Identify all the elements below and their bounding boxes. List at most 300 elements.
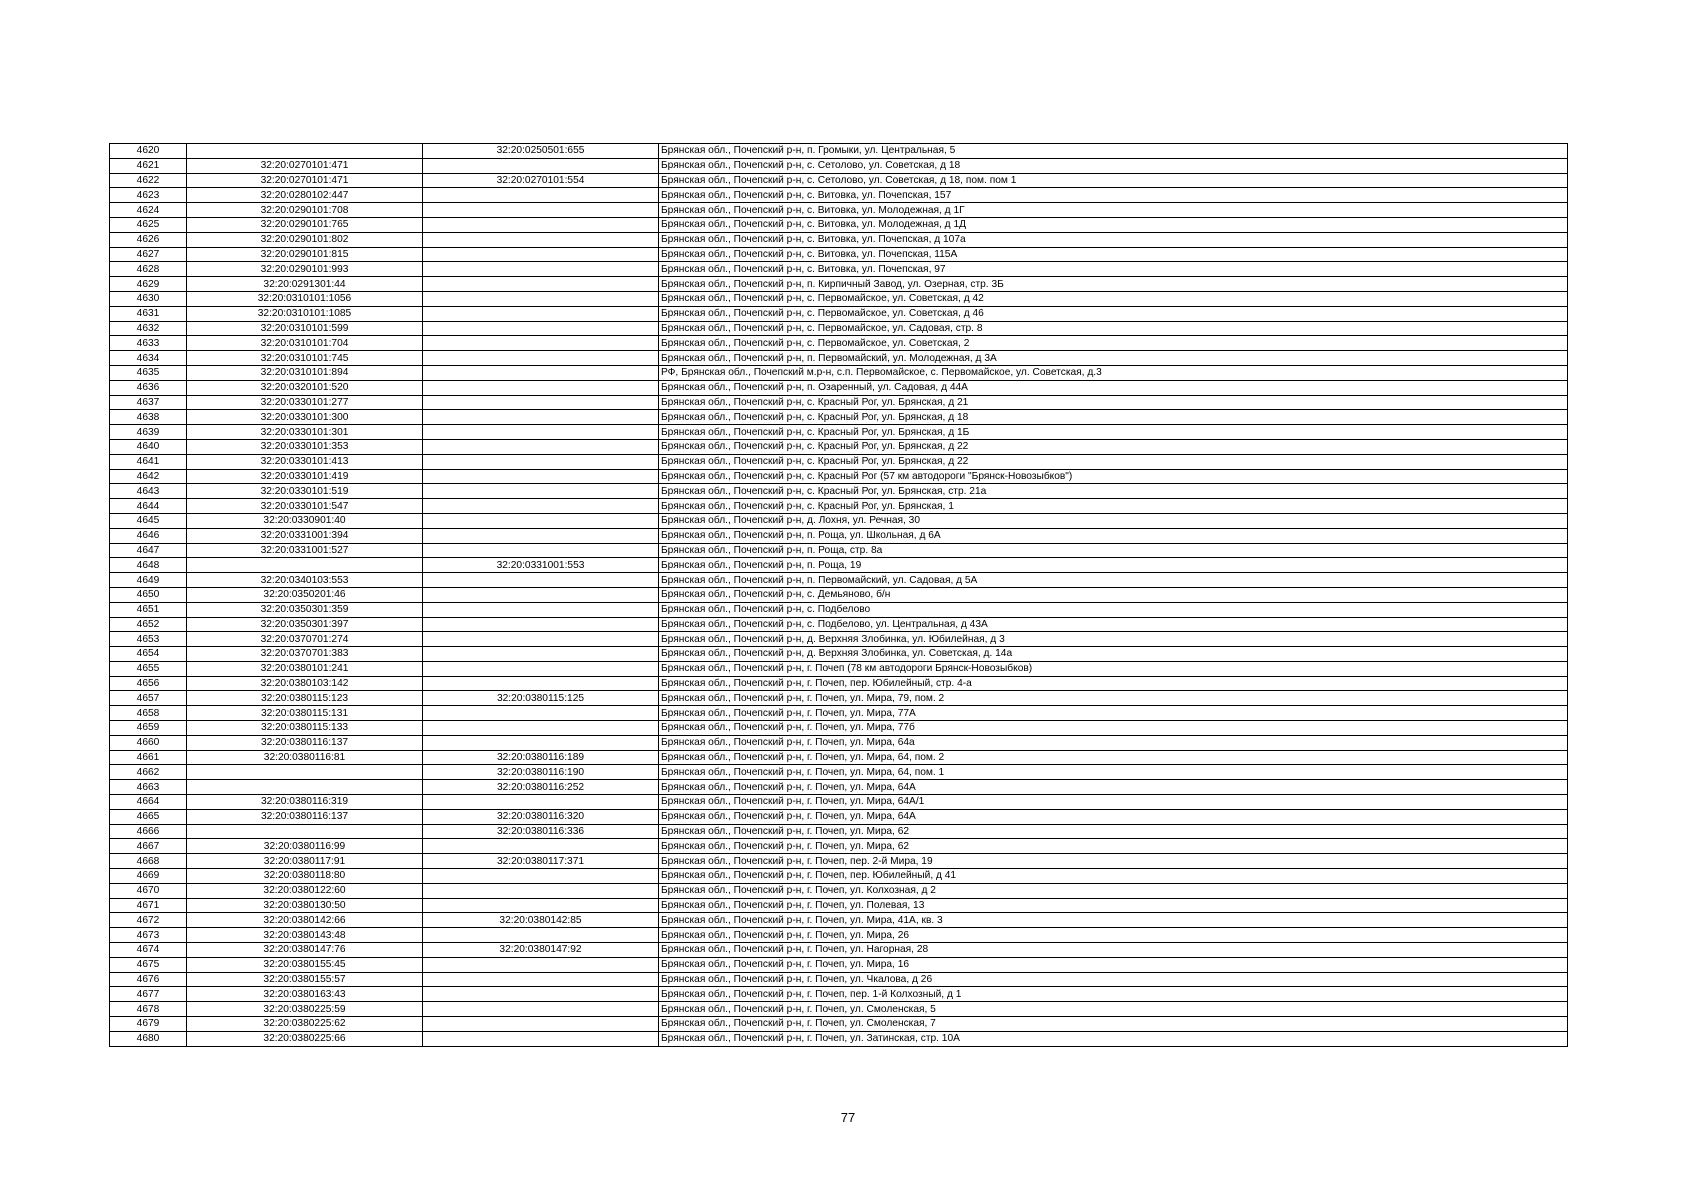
address-cell: Брянская обл., Почепский р-н, г. Почеп, ул. Мира, 64а [659,735,1568,750]
land-cadastral-number-cell: 32:20:0330101:547 [187,499,423,514]
address-cell: Брянская обл., Почепский р-н, г. Почеп, ул. Мира, 79, пом. 2 [659,691,1568,706]
row-number-cell: 4655 [110,661,187,676]
address-cell: Брянская обл., Почепский р-н, с. Красный Рог, ул. Брянская, 1 [659,499,1568,514]
land-cadastral-number-cell: 32:20:0330101:277 [187,395,423,410]
address-cell: Брянская обл., Почепский р-н, г. Почеп, ул. Мира, 77А [659,706,1568,721]
row-number-cell: 4632 [110,321,187,336]
table-row [110,661,1568,676]
row-number-cell: 4620 [110,144,187,159]
object-cadastral-number-cell [423,439,659,454]
address-cell: Брянская обл., Почепский р-н, с. Первомайское, ул. Советская, д 46 [659,306,1568,321]
address-cell: Брянская обл., Почепский р-н, с. Красный Рог, ул. Брянская, д 22 [659,439,1568,454]
land-cadastral-number-cell: 32:20:0380225:62 [187,1017,423,1032]
land-cadastral-number-cell: 32:20:0310101:894 [187,365,423,380]
table-row [110,987,1568,1002]
land-cadastral-number-cell: 32:20:0310101:745 [187,351,423,366]
table-row [110,617,1568,632]
table-row [110,706,1568,721]
land-cadastral-number-cell: 32:20:0320101:520 [187,380,423,395]
row-number-cell: 4649 [110,573,187,588]
address-cell: Брянская обл., Почепский р-н, г. Почеп, ул. Смоленская, 7 [659,1017,1568,1032]
table-row [110,217,1568,232]
address-cell: Брянская обл., Почепский р-н, г. Почеп, ул. Мира, 62 [659,824,1568,839]
row-number-cell: 4625 [110,217,187,232]
address-cell: Брянская обл., Почепский р-н, г. Почеп, ул. Мира, 64, пом. 2 [659,750,1568,765]
land-cadastral-number-cell: 32:20:0380115:131 [187,706,423,721]
land-cadastral-number-cell: 32:20:0270101:471 [187,158,423,173]
row-number-cell: 4626 [110,232,187,247]
address-cell: Брянская обл., Почепский р-н, г. Почеп, ул. Мира, 16 [659,957,1568,972]
land-cadastral-number-cell: 32:20:0380116:319 [187,795,423,810]
address-cell: Брянская обл., Почепский р-н, г. Почеп, ул. Полевая, 13 [659,898,1568,913]
table-row [110,780,1568,795]
table-row [110,395,1568,410]
row-number-cell: 4628 [110,262,187,277]
object-cadastral-number-cell [423,987,659,1002]
address-cell: Брянская обл., Почепский р-н, д. Верхняя Злобинка, ул. Юбилейная, д 3 [659,632,1568,647]
address-cell: Брянская обл., Почепский р-н, г. Почеп, ул. Мира, 62 [659,839,1568,854]
object-cadastral-number-cell [423,469,659,484]
table-row [110,735,1568,750]
object-cadastral-number-cell: 32:20:0380116:336 [423,824,659,839]
table-row [110,869,1568,884]
land-cadastral-number-cell: 32:20:0290101:708 [187,203,423,218]
table-row [110,913,1568,928]
object-cadastral-number-cell [423,676,659,691]
object-cadastral-number-cell [423,957,659,972]
address-cell: Брянская обл., Почепский р-н, г. Почеп, ул. Мира, 64, пом. 1 [659,765,1568,780]
row-number-cell: 4676 [110,972,187,987]
address-cell: Брянская обл., Почепский р-н, с. Демьяново, б/н [659,587,1568,602]
table-row [110,380,1568,395]
table-row [110,262,1568,277]
row-number-cell: 4646 [110,528,187,543]
table-row [110,587,1568,602]
table-row [110,439,1568,454]
address-cell: Брянская обл., Почепский р-н, с. Сетолово, ул. Советская, д 18 [659,158,1568,173]
address-cell: Брянская обл., Почепский р-н, с. Витовка, ул. Молодежная, д 1Г [659,203,1568,218]
object-cadastral-number-cell [423,1002,659,1017]
object-cadastral-number-cell [423,735,659,750]
table-row [110,321,1568,336]
address-cell: Брянская обл., Почепский р-н, с. Красный Рог (57 км автодороги "Брянск-Новозыбков") [659,469,1568,484]
address-cell: Брянская обл., Почепский р-н, п. Громыки, ул. Центральная, 5 [659,144,1568,159]
address-cell: Брянская обл., Почепский р-н, г. Почеп, ул. Мира, 77б [659,721,1568,736]
table-row [110,943,1568,958]
object-cadastral-number-cell: 32:20:0380116:190 [423,765,659,780]
row-number-cell: 4678 [110,1002,187,1017]
object-cadastral-number-cell [423,380,659,395]
table-row [110,795,1568,810]
address-cell: Брянская обл., Почепский р-н, с. Красный Рог, ул. Брянская, д 1Б [659,425,1568,440]
land-cadastral-number-cell: 32:20:0380155:45 [187,957,423,972]
object-cadastral-number-cell [423,513,659,528]
row-number-cell: 4622 [110,173,187,188]
table-row [110,691,1568,706]
land-cadastral-number-cell: 32:20:0291301:44 [187,277,423,292]
object-cadastral-number-cell [423,217,659,232]
table-row [110,188,1568,203]
row-number-cell: 4679 [110,1017,187,1032]
land-cadastral-number-cell: 32:20:0280102:447 [187,188,423,203]
object-cadastral-number-cell [423,291,659,306]
registry-table-body [110,144,1568,1047]
registry-table [109,143,1568,1047]
land-cadastral-number-cell: 32:20:0330101:413 [187,454,423,469]
object-cadastral-number-cell [423,528,659,543]
land-cadastral-number-cell: 32:20:0290101:802 [187,232,423,247]
table-row [110,1002,1568,1017]
land-cadastral-number-cell: 32:20:0331001:527 [187,543,423,558]
address-cell: Брянская обл., Почепский р-н, с. Витовка, ул. Молодежная, д 1Д [659,217,1568,232]
object-cadastral-number-cell: 32:20:0380116:320 [423,809,659,824]
land-cadastral-number-cell: 32:20:0330101:301 [187,425,423,440]
land-cadastral-number-cell: 32:20:0350201:46 [187,587,423,602]
address-cell: Брянская обл., Почепский р-н, г. Почеп, ул. Смоленская, 5 [659,1002,1568,1017]
object-cadastral-number-cell [423,321,659,336]
object-cadastral-number-cell [423,410,659,425]
land-cadastral-number-cell: 32:20:0380225:59 [187,1002,423,1017]
land-cadastral-number-cell: 32:20:0310101:1085 [187,306,423,321]
object-cadastral-number-cell [423,351,659,366]
row-number-cell: 4654 [110,647,187,662]
object-cadastral-number-cell [423,395,659,410]
address-cell: Брянская обл., Почепский р-н, с. Красный Рог, ул. Брянская, д 22 [659,454,1568,469]
table-row [110,484,1568,499]
table-row [110,602,1568,617]
row-number-cell: 4672 [110,913,187,928]
row-number-cell: 4634 [110,351,187,366]
table-row [110,306,1568,321]
table-row [110,425,1568,440]
object-cadastral-number-cell [423,484,659,499]
row-number-cell: 4653 [110,632,187,647]
table-row [110,647,1568,662]
address-cell: Брянская обл., Почепский р-н, с. Красный Рог, ул. Брянская, д 18 [659,410,1568,425]
row-number-cell: 4675 [110,957,187,972]
table-row [110,676,1568,691]
land-cadastral-number-cell [187,824,423,839]
land-cadastral-number-cell: 32:20:0380225:66 [187,1031,423,1046]
table-row [110,291,1568,306]
row-number-cell: 4645 [110,513,187,528]
land-cadastral-number-cell: 32:20:0350301:359 [187,602,423,617]
table-row [110,839,1568,854]
object-cadastral-number-cell [423,587,659,602]
address-cell: Брянская обл., Почепский р-н, г. Почеп, ул. Мира, 64А [659,780,1568,795]
table-row [110,824,1568,839]
table-row [110,883,1568,898]
table-row [110,854,1568,869]
object-cadastral-number-cell [423,306,659,321]
address-cell: Брянская обл., Почепский р-н, г. Почеп, пер. 1-й Колхозный, д 1 [659,987,1568,1002]
address-cell: Брянская обл., Почепский р-н, г. Почеп, ул. Колхозная, д 2 [659,883,1568,898]
object-cadastral-number-cell [423,365,659,380]
row-number-cell: 4680 [110,1031,187,1046]
address-cell: Брянская обл., Почепский р-н, п. Первомайский, ул. Садовая, д 5А [659,573,1568,588]
row-number-cell: 4629 [110,277,187,292]
object-cadastral-number-cell [423,262,659,277]
row-number-cell: 4671 [110,898,187,913]
row-number-cell: 4630 [110,291,187,306]
land-cadastral-number-cell: 32:20:0380115:133 [187,721,423,736]
table-row [110,543,1568,558]
object-cadastral-number-cell [423,232,659,247]
row-number-cell: 4623 [110,188,187,203]
object-cadastral-number-cell [423,928,659,943]
address-cell: Брянская обл., Почепский р-н, с. Красный Рог, ул. Брянская, д 21 [659,395,1568,410]
table-row [110,765,1568,780]
address-cell: Брянская обл., Почепский р-н, с. Первомайское, ул. Садовая, стр. 8 [659,321,1568,336]
row-number-cell: 4657 [110,691,187,706]
land-cadastral-number-cell: 32:20:0380147:76 [187,943,423,958]
object-cadastral-number-cell [423,573,659,588]
row-number-cell: 4662 [110,765,187,780]
row-number-cell: 4670 [110,883,187,898]
page-number: 77 [840,1110,856,1125]
object-cadastral-number-cell [423,795,659,810]
table-row [110,632,1568,647]
object-cadastral-number-cell: 32:20:0380117:371 [423,854,659,869]
land-cadastral-number-cell: 32:20:0290101:815 [187,247,423,262]
address-cell: Брянская обл., Почепский р-н, с. Витовка, ул. Почепская, д 107а [659,232,1568,247]
land-cadastral-number-cell: 32:20:0350301:397 [187,617,423,632]
row-number-cell: 4659 [110,721,187,736]
table-row [110,454,1568,469]
address-cell: Брянская обл., Почепский р-н, д. Верхняя Злобинка, ул. Советская, д. 14а [659,647,1568,662]
row-number-cell: 4650 [110,587,187,602]
object-cadastral-number-cell [423,247,659,262]
row-number-cell: 4665 [110,809,187,824]
object-cadastral-number-cell [423,721,659,736]
table-row [110,528,1568,543]
table-row [110,499,1568,514]
address-cell: Брянская обл., Почепский р-н, п. Озаренный, ул. Садовая, д 44А [659,380,1568,395]
table-row [110,928,1568,943]
row-number-cell: 4648 [110,558,187,573]
land-cadastral-number-cell: 32:20:0330101:353 [187,439,423,454]
table-row [110,573,1568,588]
row-number-cell: 4638 [110,410,187,425]
row-number-cell: 4631 [110,306,187,321]
land-cadastral-number-cell [187,780,423,795]
address-cell: Брянская обл., Почепский р-н, г. Почеп, ул. Мира, 64А/1 [659,795,1568,810]
row-number-cell: 4641 [110,454,187,469]
object-cadastral-number-cell [423,336,659,351]
table-row [110,232,1568,247]
table-row [110,1017,1568,1032]
land-cadastral-number-cell: 32:20:0380143:48 [187,928,423,943]
land-cadastral-number-cell: 32:20:0380115:123 [187,691,423,706]
table-row [110,513,1568,528]
row-number-cell: 4663 [110,780,187,795]
row-number-cell: 4642 [110,469,187,484]
object-cadastral-number-cell [423,632,659,647]
address-cell: Брянская обл., Почепский р-н, с. Подбелово [659,602,1568,617]
object-cadastral-number-cell [423,869,659,884]
row-number-cell: 4656 [110,676,187,691]
table-row [110,247,1568,262]
land-cadastral-number-cell: 32:20:0370701:274 [187,632,423,647]
address-cell: Брянская обл., Почепский р-н, с. Первомайское, ул. Советская, 2 [659,336,1568,351]
object-cadastral-number-cell [423,898,659,913]
address-cell: Брянская обл., Почепский р-н, г. Почеп, пер. Юбилейный, д 41 [659,869,1568,884]
object-cadastral-number-cell [423,454,659,469]
object-cadastral-number-cell [423,602,659,617]
table-row [110,277,1568,292]
table-row [110,203,1568,218]
land-cadastral-number-cell: 32:20:0380122:60 [187,883,423,898]
row-number-cell: 4674 [110,943,187,958]
object-cadastral-number-cell [423,277,659,292]
address-cell: Брянская обл., Почепский р-н, г. Почеп, ул. Нагорная, 28 [659,943,1568,958]
row-number-cell: 4673 [110,928,187,943]
land-cadastral-number-cell: 32:20:0290101:993 [187,262,423,277]
address-cell: Брянская обл., Почепский р-н, п. Роща, 19 [659,558,1568,573]
object-cadastral-number-cell [423,499,659,514]
object-cadastral-number-cell [423,1031,659,1046]
row-number-cell: 4624 [110,203,187,218]
object-cadastral-number-cell: 32:20:0380116:189 [423,750,659,765]
land-cadastral-number-cell: 32:20:0370701:383 [187,647,423,662]
address-cell: Брянская обл., Почепский р-н, с. Первомайское, ул. Советская, д 42 [659,291,1568,306]
object-cadastral-number-cell: 32:20:0380147:92 [423,943,659,958]
land-cadastral-number-cell: 32:20:0310101:1056 [187,291,423,306]
address-cell: Брянская обл., Почепский р-н, с. Витовка, ул. Почепская, 115А [659,247,1568,262]
land-cadastral-number-cell: 32:20:0380142:66 [187,913,423,928]
table-row [110,144,1568,159]
row-number-cell: 4644 [110,499,187,514]
address-cell: Брянская обл., Почепский р-н, г. Почеп, ул. Мира, 41А, кв. 3 [659,913,1568,928]
land-cadastral-number-cell: 32:20:0340103:553 [187,573,423,588]
table-row [110,750,1568,765]
land-cadastral-number-cell: 32:20:0330101:419 [187,469,423,484]
table-row [110,957,1568,972]
address-cell: Брянская обл., Почепский р-н, г. Почеп, пер. 2-й Мира, 19 [659,854,1568,869]
row-number-cell: 4635 [110,365,187,380]
land-cadastral-number-cell: 32:20:0380101:241 [187,661,423,676]
object-cadastral-number-cell: 32:20:0270101:554 [423,173,659,188]
row-number-cell: 4652 [110,617,187,632]
object-cadastral-number-cell [423,647,659,662]
table-row [110,469,1568,484]
row-number-cell: 4677 [110,987,187,1002]
row-number-cell: 4667 [110,839,187,854]
land-cadastral-number-cell: 32:20:0380116:137 [187,735,423,750]
land-cadastral-number-cell: 32:20:0331001:394 [187,528,423,543]
object-cadastral-number-cell: 32:20:0380142:85 [423,913,659,928]
land-cadastral-number-cell: 32:20:0330101:519 [187,484,423,499]
address-cell: Брянская обл., Почепский р-н, г. Почеп, ул. Затинская, стр. 10А [659,1031,1568,1046]
row-number-cell: 4636 [110,380,187,395]
address-cell: Брянская обл., Почепский р-н, г. Почеп, ул. Мира, 64А [659,809,1568,824]
address-cell: Брянская обл., Почепский р-н, г. Почеп, пер. Юбилейный, стр. 4-а [659,676,1568,691]
address-cell: РФ, Брянская обл., Почепский м.р-н, с.п. Первомайское, с. Первомайское, ул. Советская, д.3 [659,365,1568,380]
table-row [110,558,1568,573]
land-cadastral-number-cell: 32:20:0270101:471 [187,173,423,188]
object-cadastral-number-cell [423,839,659,854]
object-cadastral-number-cell: 32:20:0380116:252 [423,780,659,795]
row-number-cell: 4661 [110,750,187,765]
table-row [110,173,1568,188]
row-number-cell: 4651 [110,602,187,617]
object-cadastral-number-cell [423,1017,659,1032]
object-cadastral-number-cell [423,661,659,676]
object-cadastral-number-cell [423,203,659,218]
row-number-cell: 4660 [110,735,187,750]
table-row [110,365,1568,380]
row-number-cell: 4640 [110,439,187,454]
object-cadastral-number-cell: 32:20:0380115:125 [423,691,659,706]
land-cadastral-number-cell: 32:20:0310101:704 [187,336,423,351]
address-cell: Брянская обл., Почепский р-н, г. Почеп (78 км автодороги Брянск-Новозыбков) [659,661,1568,676]
land-cadastral-number-cell [187,144,423,159]
address-cell: Брянская обл., Почепский р-н, г. Почеп, ул. Чкалова, д 26 [659,972,1568,987]
address-cell: Брянская обл., Почепский р-н, с. Витовка, ул. Почепская, 157 [659,188,1568,203]
table-row [110,336,1568,351]
address-cell: Брянская обл., Почепский р-н, п. Первомайский, ул. Молодежная, д 3А [659,351,1568,366]
land-cadastral-number-cell: 32:20:0380103:142 [187,676,423,691]
land-cadastral-number-cell: 32:20:0290101:765 [187,217,423,232]
table-row [110,410,1568,425]
table-row [110,1031,1568,1046]
object-cadastral-number-cell [423,158,659,173]
object-cadastral-number-cell [423,425,659,440]
object-cadastral-number-cell [423,617,659,632]
land-cadastral-number-cell: 32:20:0380130:50 [187,898,423,913]
land-cadastral-number-cell: 32:20:0330101:300 [187,410,423,425]
object-cadastral-number-cell: 32:20:0250501:655 [423,144,659,159]
address-cell: Брянская обл., Почепский р-н, п. Роща, ул. Школьная, д 6А [659,528,1568,543]
address-cell: Брянская обл., Почепский р-н, п. Кирпичный Завод, ул. Озерная, стр. 3Б [659,277,1568,292]
land-cadastral-number-cell: 32:20:0310101:599 [187,321,423,336]
land-cadastral-number-cell [187,558,423,573]
row-number-cell: 4639 [110,425,187,440]
row-number-cell: 4658 [110,706,187,721]
table-row [110,158,1568,173]
row-number-cell: 4668 [110,854,187,869]
address-cell: Брянская обл., Почепский р-н, с. Подбелово, ул. Центральная, д 43А [659,617,1568,632]
object-cadastral-number-cell [423,543,659,558]
table-row [110,351,1568,366]
address-cell: Брянская обл., Почепский р-н, п. Роща, стр. 8а [659,543,1568,558]
address-cell: Брянская обл., Почепский р-н, д. Лохня, ул. Речная, 30 [659,513,1568,528]
table-row [110,898,1568,913]
row-number-cell: 4666 [110,824,187,839]
address-cell: Брянская обл., Почепский р-н, г. Почеп, ул. Мира, 26 [659,928,1568,943]
land-cadastral-number-cell: 32:20:0380155:57 [187,972,423,987]
row-number-cell: 4633 [110,336,187,351]
row-number-cell: 4627 [110,247,187,262]
land-cadastral-number-cell: 32:20:0380163:43 [187,987,423,1002]
table-row [110,972,1568,987]
row-number-cell: 4664 [110,795,187,810]
address-cell: Брянская обл., Почепский р-н, с. Сетолово, ул. Советская, д 18, пом. пом 1 [659,173,1568,188]
object-cadastral-number-cell [423,883,659,898]
land-cadastral-number-cell: 32:20:0380117:91 [187,854,423,869]
row-number-cell: 4669 [110,869,187,884]
land-cadastral-number-cell: 32:20:0380118:80 [187,869,423,884]
land-cadastral-number-cell: 32:20:0380116:99 [187,839,423,854]
row-number-cell: 4647 [110,543,187,558]
land-cadastral-number-cell: 32:20:0380116:81 [187,750,423,765]
object-cadastral-number-cell: 32:20:0331001:553 [423,558,659,573]
land-cadastral-number-cell: 32:20:0380116:137 [187,809,423,824]
table-row [110,809,1568,824]
object-cadastral-number-cell [423,706,659,721]
row-number-cell: 4643 [110,484,187,499]
address-cell: Брянская обл., Почепский р-н, с. Витовка, ул. Почепская, 97 [659,262,1568,277]
